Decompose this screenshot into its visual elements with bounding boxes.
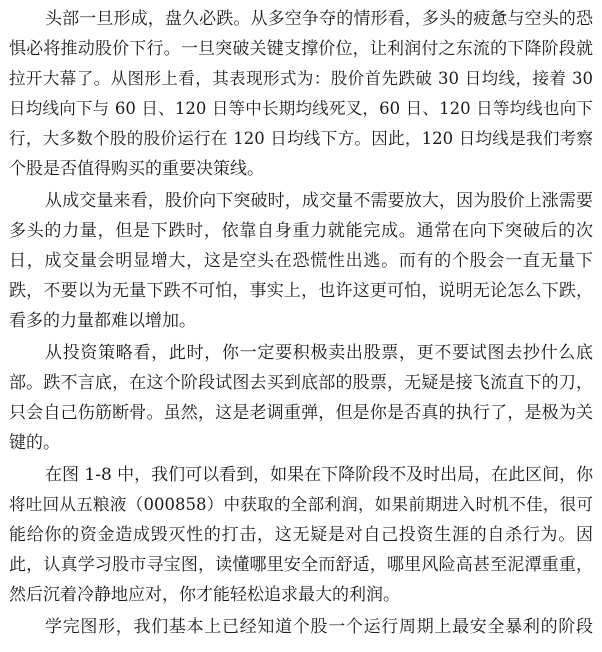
- paragraph-4-line-4: 此，认真学习股市寻宝图，读懂哪里安全而舒适，哪里风险高甚至泥潭重重，: [9, 555, 593, 575]
- paragraph-4-line-3: 能给你的资金造成毁灭性的打击，这无疑是对自己投资生涯的自杀行为。因: [9, 525, 593, 545]
- paragraph-1-line-5: 行，大多数个股的股价运行在 120 日均线下方。因此，120 日均线是我们考察: [9, 129, 593, 148]
- paragraph-3-line-2: 部。跌不言底，在这个阶段试图去买到底部的股票，无疑是接飞流直下的刀，: [9, 373, 593, 393]
- paragraph-3-line-3: 只会自己伤筋断骨。虽然，这是老调重弹，但是你是否真的执行了，是极为关: [9, 403, 593, 423]
- paragraph-1-line-2: 惧必将推动股价下行。一旦突破关键支撑价位，让利润付之东流的下降阶段就: [9, 39, 593, 59]
- paragraph-3-line-1: 从投资策略看，此时，你一定要积极卖出股票，更不要试图去抄什么底: [45, 343, 593, 363]
- paragraph-2-line-3: 日，成交量会明显增大，这是空头在恐慌性出逃。而有的个股会一直无量下: [9, 251, 593, 271]
- paragraph-4-line-2: 将吐回从五粮液（000858）中获取的全部利润，如果前期进入时机不佳，很可: [9, 495, 593, 514]
- paragraph-1-line-4: 日均线向下与 60 日、120 日等中长期均线死叉，60 日、120 日等均线也向下: [9, 99, 593, 118]
- paragraph-3-line-4: 键的。: [9, 433, 60, 453]
- paragraph-2-line-1: 从成交量来看，股价向下突破时，成交量不需要放大，因为股价上涨需要: [45, 191, 593, 211]
- paragraph-4-line-5: 然后沉着冷静地应对，你才能轻松追求最大的利润。: [9, 585, 400, 605]
- paragraph-2-line-2: 多头的力量，但是下跌时，依靠自身重力就能完成。通常在向下突破后的次: [9, 221, 593, 241]
- paragraph-4-line-1: 在图 1-8 中，我们可以看到，如果在下降阶段不及时出局，在此区间，你: [45, 465, 594, 485]
- paragraph-1-line-1: 头部一旦形成，盘久必跌。从多空争夺的情形看，多头的疲惫与空头的恐: [45, 9, 593, 29]
- paragraph-1-line-3: 拉开大幕了。从图形上看，其表现形式为：股价首先跌破 30 日均线，接着 30: [9, 69, 593, 88]
- paragraph-5-line-1: 学完图形，我们基本上已经知道个股一个运行周期上最安全暴利的阶段: [45, 617, 593, 637]
- paragraph-1-line-6: 个股是否值得购买的重要决策线。: [9, 159, 264, 179]
- paragraph-2-line-4: 跌，不要以为无量下跌不可怕，事实上，也许这更可怕，说明无论怎么下跌，: [9, 281, 593, 301]
- paragraph-2-line-5: 看多的力量都难以增加。: [9, 311, 196, 331]
